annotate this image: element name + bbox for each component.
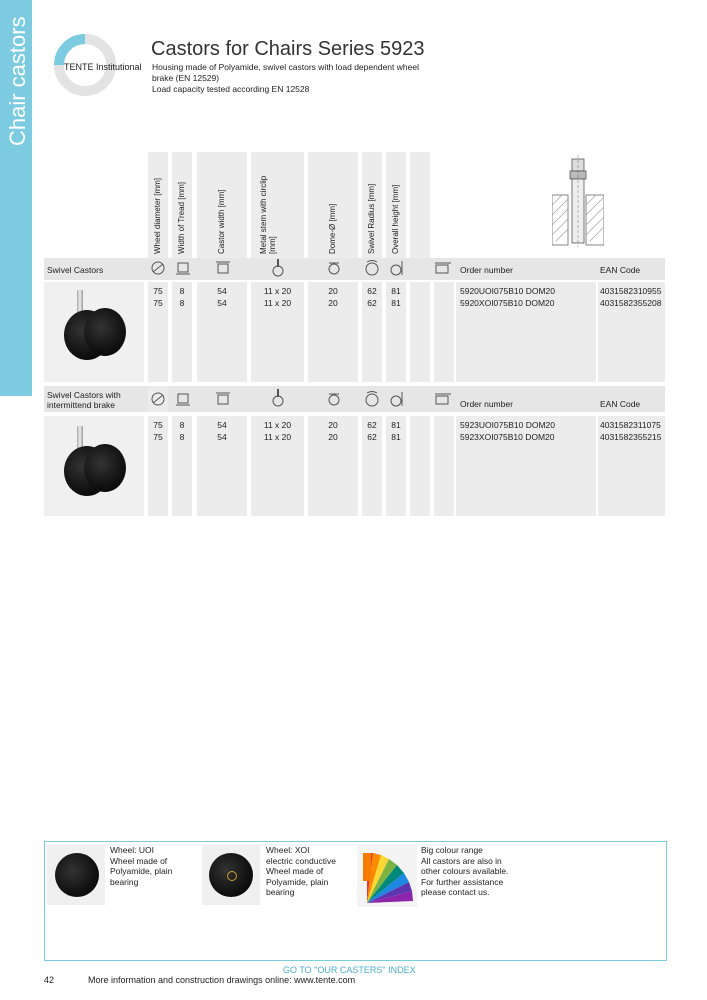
- column-body: [362, 416, 382, 516]
- column-header-tread: [172, 152, 192, 262]
- column-body: [251, 282, 304, 382]
- column-label: Swivel Radius [mm]: [367, 183, 376, 254]
- cell-height: 81: [391, 420, 401, 430]
- cell-ean: 4031582310955: [600, 286, 662, 296]
- tread-width-icon: [175, 391, 191, 407]
- feature-title: Wheel: UOI: [110, 845, 154, 855]
- cell-ean: 4031582355208: [600, 298, 662, 308]
- feature-text: Wheel made of Polyamide, plain bearing: [266, 866, 329, 897]
- cell-width: 54: [217, 286, 227, 296]
- description-line: brake (EN 12529): [152, 73, 220, 83]
- order-number-header: Order number: [460, 265, 513, 275]
- brake-icon: [434, 261, 452, 275]
- column-body: [456, 416, 596, 516]
- stem-shape: [77, 290, 83, 312]
- cell-stem: 11 x 20: [263, 432, 292, 442]
- conductive-ring-icon: [227, 871, 237, 881]
- product-photo: [44, 416, 144, 516]
- column-header-diameter: [148, 152, 168, 262]
- page-title: Castors for Chairs Series 5923: [151, 38, 425, 60]
- cell-diameter: 75: [153, 432, 163, 442]
- tread-width-icon: [175, 260, 191, 276]
- feature-title: Big colour range: [421, 845, 483, 855]
- cell-width: 54: [217, 420, 227, 430]
- description-line: Housing made of Polyamide, swivel castors with load dependent wheel: [152, 62, 419, 72]
- wheel-xoi-photo: [202, 845, 260, 905]
- column-label: Castor width [mm]: [217, 189, 226, 254]
- column-body: [308, 416, 358, 516]
- column-label: Width of Tread [mm]: [177, 181, 186, 254]
- feature-xoi: [266, 845, 351, 898]
- side-tab-label-wrap: [0, 0, 32, 396]
- feature-subtitle: electric conductive: [266, 855, 336, 866]
- stem-shape: [77, 426, 83, 448]
- cell-dome: 20: [328, 286, 338, 296]
- wheel-diameter-icon: [150, 391, 166, 407]
- cell-width: 54: [217, 432, 227, 442]
- dome-icon: [325, 260, 343, 276]
- cell-tread: 8: [179, 298, 185, 308]
- cell-tread: 8: [179, 420, 185, 430]
- wheel-diameter-icon: [150, 260, 166, 276]
- description-line: Load capacity tested according EN 12528: [152, 84, 310, 94]
- colour-fan-icon: [357, 845, 417, 907]
- column-body: [197, 282, 247, 382]
- cell-diameter: 75: [153, 286, 163, 296]
- wheel-shape: [55, 853, 99, 897]
- stem-drawing-icon: [552, 155, 604, 247]
- feature-colour-range: [421, 845, 511, 898]
- wheel-shape: [84, 444, 126, 492]
- column-header-radius: [362, 152, 382, 262]
- column-body: [434, 416, 454, 516]
- castor-width-icon: [214, 260, 232, 276]
- section-header-swivel: [44, 258, 665, 280]
- overall-height-icon: [388, 390, 404, 408]
- feature-uoi: [110, 845, 190, 887]
- footer-text: More information and construction drawings online: www.tente.com: [88, 975, 356, 985]
- column-label: Wheel diameter [mm]: [153, 177, 162, 254]
- wheel-shape: [84, 308, 126, 356]
- column-body: [172, 282, 192, 382]
- feature-title: Wheel: XOI: [266, 845, 310, 855]
- side-tab-label: Chair castors: [5, 16, 30, 146]
- castor-width-icon: [214, 391, 232, 407]
- product-photo: [44, 282, 144, 382]
- section-label: Swivel Castors: [47, 265, 104, 275]
- metal-stem-icon: [269, 388, 287, 408]
- column-label: Dome-Ø [mm]: [328, 203, 337, 254]
- metal-stem-icon: [269, 258, 287, 278]
- column-body: [456, 282, 596, 382]
- cell-radius: 62: [367, 286, 377, 296]
- cell-dome: 20: [328, 432, 338, 442]
- cell-stem: 11 x 20: [263, 420, 292, 430]
- cell-order[interactable]: 5923XOI075B10 DOM20: [460, 432, 555, 442]
- column-body: [598, 282, 665, 382]
- column-header-dome: [308, 152, 358, 262]
- ean-header: EAN Code: [600, 399, 641, 409]
- column-header-height: [386, 152, 406, 262]
- brake-icon: [434, 392, 452, 406]
- column-body: [410, 282, 430, 382]
- column-body: [197, 416, 247, 516]
- cell-tread: 8: [179, 286, 185, 296]
- cell-dome: 20: [328, 298, 338, 308]
- column-body: [434, 282, 454, 382]
- column-body: [362, 282, 382, 382]
- column-body: [598, 416, 665, 516]
- cell-order[interactable]: 5923UOI075B10 DOM20: [460, 420, 555, 430]
- swivel-radius-icon: [364, 259, 380, 277]
- cell-diameter: 75: [153, 420, 163, 430]
- feature-text: All castors are also in other colours available. For further assistance please contact us.: [421, 855, 509, 897]
- cell-diameter: 75: [153, 298, 163, 308]
- column-header-castor-width: [197, 152, 247, 262]
- cell-stem: 11 x 20: [263, 286, 292, 296]
- column-body: [308, 282, 358, 382]
- section-header-brake: [44, 386, 665, 412]
- brand-name: TENTE Institutional: [64, 62, 142, 72]
- cell-height: 81: [391, 286, 401, 296]
- column-label: Overall height [mm]: [391, 184, 400, 254]
- cell-radius: 62: [367, 432, 377, 442]
- cell-ean: 4031582355215: [600, 432, 662, 442]
- column-body: [386, 282, 406, 382]
- cell-height: 81: [391, 432, 401, 442]
- overall-height-icon: [388, 259, 404, 277]
- column-label: Metal stem with circlip [mm]: [259, 175, 277, 254]
- cell-width: 54: [217, 298, 227, 308]
- page-number: 42: [44, 975, 55, 985]
- wheel-uoi-photo: [47, 845, 105, 905]
- section-label: Swivel Castors with intermittend brake: [47, 390, 121, 410]
- column-header-blank: [410, 152, 430, 262]
- cell-dome: 20: [328, 420, 338, 430]
- cell-radius: 62: [367, 298, 377, 308]
- column-body: [386, 416, 406, 516]
- cell-order[interactable]: 5920XOI075B10 DOM20: [460, 298, 555, 308]
- column-header-stem: [251, 152, 304, 262]
- column-body: [410, 416, 430, 516]
- column-body: [172, 416, 192, 516]
- cell-ean: 4031582311075: [600, 420, 661, 430]
- cell-stem: 11 x 20: [263, 298, 292, 308]
- feature-text: Wheel made of Polyamide, plain bearing: [110, 855, 173, 887]
- ean-header: EAN Code: [600, 265, 641, 275]
- cell-order[interactable]: 5920UOI075B10 DOM20: [460, 286, 555, 296]
- column-body: [251, 416, 304, 516]
- column-body: [148, 416, 168, 516]
- cell-tread: 8: [179, 432, 185, 442]
- cell-radius: 62: [367, 420, 377, 430]
- casters-index-link[interactable]: GO TO "OUR CASTERS" INDEX: [283, 965, 416, 975]
- column-body: [148, 282, 168, 382]
- dome-icon: [325, 391, 343, 407]
- swivel-radius-icon: [364, 390, 380, 408]
- page-description: [152, 62, 422, 95]
- cell-height: 81: [391, 298, 401, 308]
- order-number-header: Order number: [460, 399, 513, 409]
